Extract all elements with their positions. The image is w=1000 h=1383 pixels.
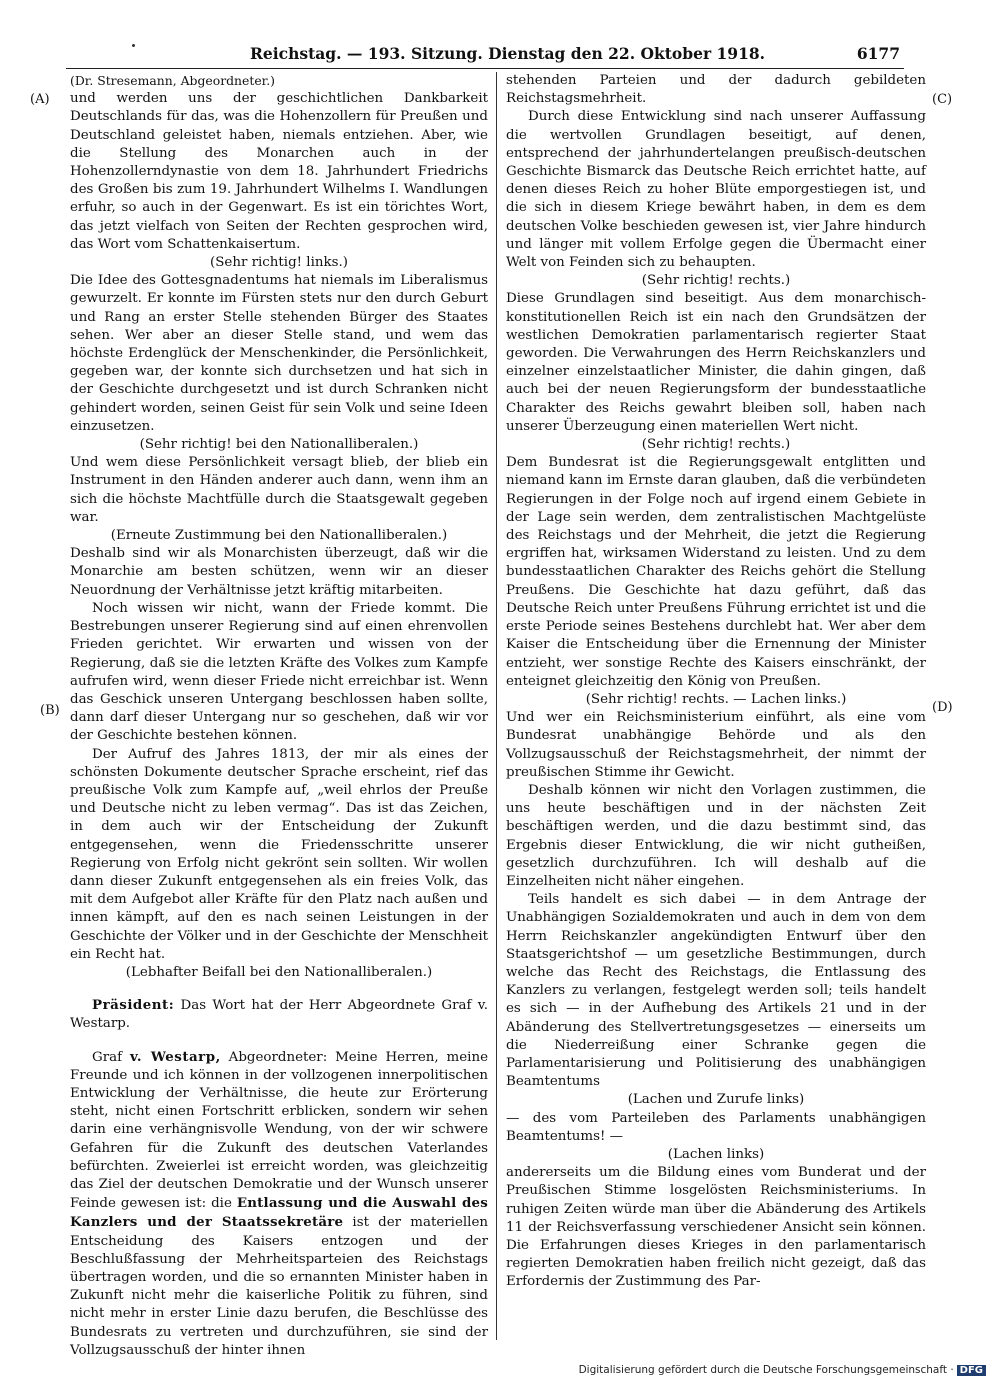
margin-marker-b: (B) <box>40 703 60 718</box>
interjection: (Lachen links) <box>667 1146 765 1162</box>
right-column <box>506 72 926 1292</box>
print-speck <box>132 44 135 47</box>
interjection: (Sehr richtig! rechts.) <box>641 437 791 453</box>
left-column <box>70 72 488 1360</box>
paragraph: Deshalb sind wir als Monarchisten überzeugt, daß wir die Monarchie am besten schützen, wenn wir an dieser Neuordnung der Verhältnisse jetzt kräftig mitarbeiten. <box>70 546 488 598</box>
speech-text: ist der materiellen Entscheidung des Kaisers entzogen und der Beschlußfassung der Mehrheitsparteien des Reichstags übertragen worden, und die so ernannten Minister haben in Zukunft nicht mehr die kaiserliche Politik zu führen, sind nicht mehr in erster Linie dazu berufen, die Beschlüsse des Bundesrats zu vertreten und durchzuführen, sie sind der Vollzugsausschuß der hinter ihnen <box>70 1215 489 1358</box>
paragraph: Teils handelt es sich dabei — in dem Antrage der Unabhängigen Sozialdemokraten und auch in dem von dem Herrn Reichskanzler angekündigten Entwurf über den Staatsgerichtshof — um gesetzliche Bestimmungen, durch welche das Recht des Reichstags, die Entlassung des Kanzlers zu verlangen, festgelegt werden soll; teils handelt es sich — in der Aufhebung des Artikels 21 und in der Abänderung des Stellvertretungsgesetzes — einerseits um die Niederreißung einer Schranke gegen die Parlamentarisierung und Politisierung des unabhängigen Beamtentums <box>506 892 926 1090</box>
paragraph: Noch wissen wir nicht, wann der Friede kommt. Die Bestrebungen unserer Regierung sind auf einen ehrenvollen Frieden gerichtet. Wir erwarten und wissen von der Regierung, daß sie die letzten Kräfte des Volkes zum Kampfe aufrufen wird, wenn dieser Friede nicht erreichbar ist. Wenn das Geschick unseren Untergang beschlossen haben sollte, dann darf dieser Untergang nur so geschehen, daß wir vor der Geschichte bestehen können. <box>70 600 488 744</box>
interjection: (Sehr richtig! rechts.) <box>641 273 791 289</box>
interjection: (Sehr richtig! bei den Nationalliberalen.) <box>139 437 419 453</box>
speaker-title: Graf <box>92 1049 123 1065</box>
paragraph: Und wer ein Reichsministerium einführt, als eine vom Bundesrat unabhängige Behörde und als den Vollzugsausschuß der Reichstagsmehrheit, der nimmt der preußischen Stimme ihr Gewicht. <box>506 710 926 780</box>
paragraph: Der Aufruf des Jahres 1813, der mir als eines der schönsten Dokumente deutscher Sprache erscheint, rief das preußische Volk zum Kampfe auf, „weil ehrlos der Preuße und Deutsche nicht zu leben vermag“. Das ist das Zeichen, in dem auch wir der Entscheidung der Zukunft entgegensehen, wenn die Friedensschritte unserer Regierung von Erfolg nicht gekrönt sein sollten. Wir wollen dann dieser Zukunft entgegensehen als ein freies Volk, das mit dem Aufgebot aller Kräfte für den Platz nach außen und innen kämpft, auf den es nach seinen Leistungen in der Geschichte der Völker und in der Geschichte der Menschheit ein Recht hat. <box>70 746 488 962</box>
margin-marker-a: (A) <box>30 92 50 107</box>
paragraph: stehenden Parteien und der dadurch gebildeten Reichstagsmehrheit. <box>506 73 926 107</box>
interjection: (Sehr richtig! rechts. — Lachen links.) <box>585 691 847 707</box>
digitization-credit <box>579 1364 986 1376</box>
paragraph: andererseits um die Bildung eines vom Bunderat und der Preußischen Stimme losgelösten Reichsministeriums. In ruhigen Zeiten würde man über die Abänderung des Artikels 11 der Reichsverfassung verschiedener Ansicht sein können. Die Erfahrungen dieses Krieges in den parlamentarisch regierten Demokratien haben freilich nicht gezeigt, daß das Erfordernis der Zustimmung des Par- <box>506 1165 926 1290</box>
paragraph: Und wem diese Persönlichkeit versagt blieb, der blieb ein Instrument in den Händen anderer auch dann, wenn ihm an sich die höchste Machtfülle durch die Staatsgewalt gegeben war. <box>70 455 488 525</box>
speaker-continuation: (Dr. Stresemann, Abgeordneter.) <box>70 73 276 88</box>
margin-marker-c: (C) <box>932 92 953 107</box>
speech-paragraph <box>70 1048 488 1360</box>
speaker-name: v. Westarp, <box>129 1048 221 1065</box>
president-statement <box>70 996 488 1033</box>
paragraph: Durch diese Entwicklung sind nach unserer Auffassung die wertvollen Grundlagen beseitigt, auf denen, entsprechend der jahrhundertelangen preußisch-deutschen Geschichte Bismarck das Deutsche Reich errichtet hatte, auf denen dieses Reich zu hoher Blüte emporgestiegen ist, und die sich in diesem Kriege bewährt haben, in dem es dem deutschen Volke beschieden gewesen ist, vier Jahre hindurch und länger mit vollem Erfolge gegen die Übermacht einer Welt von Feinden sich zu behaupten. <box>506 109 926 271</box>
header-rule <box>66 68 904 69</box>
spacer <box>70 982 488 996</box>
paragraph: Deshalb können wir nicht den Vorlagen zustimmen, die uns heute beschäftigen und in der nächsten Zeit beschäftigen werden, und die dazu bestimmt sind, das Ergebnis dieser Entwicklung, die wir nicht gutheißen, gesetzlich durchzuführen. Ich will deshalb auf die Einzelheiten nicht näher eingehen. <box>506 782 926 889</box>
column-divider <box>496 72 497 1340</box>
paragraph: und werden uns der geschichtlichen Dankbarkeit Deutschlands für das, was die Hohenzollern für Preußen und Deutschland geleistet haben, niemals entziehen. Aber, wie die Stellung des Monarchen auch in der Hohenzollerndynastie von dem 18. Jahrhundert Friedrichs des Großen bis zum 19. Jahrhundert Wilhelms I. Wandlungen erfuhr, so auch in der Gegenwart. Es ist ein törichtes Wort, das jetzt vielfach von Seiten der Rechten gesprochen wird, das Wort vom Schattenkaisertum. <box>70 91 488 252</box>
interjection: (Lebhafter Beifall bei den Nationalliberalen.) <box>125 964 433 980</box>
paragraph: Dem Bundesrat ist die Regierungsgewalt entglitten und niemand kann im Ernste daran glauben, daß die verbündeten Regierungen in der Folge noch auf irgend einem Gebiete in der Lage sein werden, dem zentralistischen Machtgelüste des Reichstags und der Mehrheit, die jetzt die Regierung ergriffen hat, wirksamen Widerstand zu leisten. Und zu dem bundesstaatlichen Charakter des Reichs gehört die Stellung Preußens. Die Geschichte hat dazu geführt, daß das Deutsche Reich unter Preußens Führung errichtet ist und die erste Periode seines Bestehens durchlebt hat. Wer aber dem Kaiser die Entscheidung über die Ernennung der Minister entzieht, wer sonstige Rechte des Kaisers einschränkt, der enteignet gleichzeitig den König von Preußen. <box>506 455 926 689</box>
header-title: Reichstag. — 193. Sitzung. Dienstag den 22. Oktober 1918. <box>250 44 766 63</box>
president-text: Das Wort hat der Herr Abgeordnete Graf v. Westarp. <box>70 998 488 1032</box>
paragraph: Diese Grundlagen sind beseitigt. Aus dem monarchisch-konstitutionellen Reich ist ein nach den Grundsätzen der westlichen Demokratien parlamentarisch regierter Staat geworden. Die Verwahrungen des Herrn Reichskanzlers und einzelner einzelstaatlicher Minister, die dahin gingen, daß auch bei der neuen Regierungsform der bundesstaatliche Charakter des Reichs gewahrt bleiben soll, haben nach unserer Überzeugung einen materiellen Wert nicht. <box>506 291 926 434</box>
paragraph: Die Idee des Gottesgnadentums hat niemals im Liberalismus gewurzelt. Er konnte im Fürsten stets nur den durch Geburt und Rang an erster Stelle stehenden Bürger des Staates sehen. Wer aber an dieser Stelle stand, und wem das höchste Erdenglück der Menschenkinder, die Persönlichkeit, gegeben war, der konnte sich durchsetzen und hat sich in der Geschichte durchgesetzt und ist durch Schranken nicht gehindert worden, seinen Geist für sein Volk und seine Ideen einzusetzen. <box>70 273 488 434</box>
margin-marker-d: (D) <box>932 700 953 715</box>
page-header <box>250 44 900 70</box>
dfg-logo: DFG <box>957 1365 986 1376</box>
credit-text: Digitalisierung gefördert durch die Deutsche Forschungsgemeinschaft · <box>578 1364 954 1376</box>
interjection: (Lachen und Zurufe links) <box>627 1092 805 1108</box>
speech-text: Abgeordneter: Meine Herren, meine Freunde und ich können in der vollzogenen innerpolitischen Entwicklung der Verhältnisse, die heute zur Erörterung steht, nicht einen Fortschritt erblicken, sondern wir sehen darin eine verhängnisvolle Wendung, von der wir schwere Gefahren für die Zukunft des deutschen Vaterlandes befürchten. Zweierlei ist erreicht worden, was gleichzeitig das Ziel der deutschen Demokratie und der Wunsch unserer Feinde gewesen ist: die <box>70 1049 488 1212</box>
paragraph: — des vom Parteileben des Parlaments unabhängigen Beamtentums! — <box>506 1110 926 1144</box>
speaker-label: Präsident: <box>92 997 175 1014</box>
emphasized-text: Entlassung und die Auswahl des Kanzlers und der Staatssekretäre <box>70 1195 488 1231</box>
interjection: (Sehr richtig! links.) <box>210 255 348 271</box>
spacer <box>70 1034 488 1048</box>
interjection: (Erneute Zustimmung bei den Nationalliberalen.) <box>110 528 448 544</box>
page-number: 6177 <box>856 44 900 63</box>
